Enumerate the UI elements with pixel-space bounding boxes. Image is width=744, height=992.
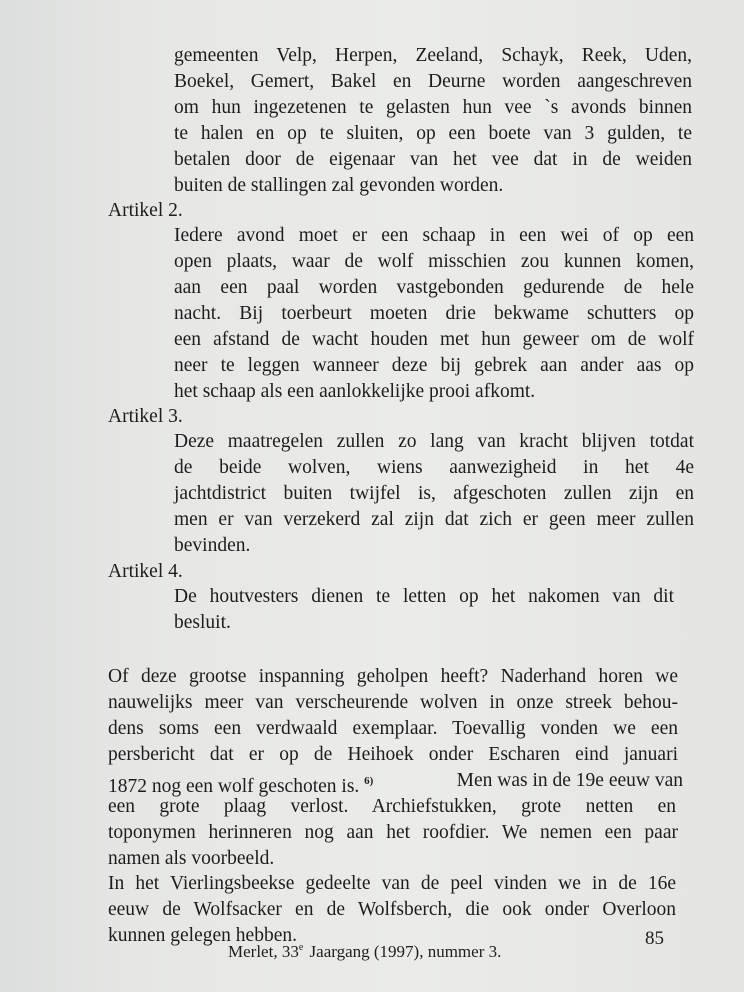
text-line: buiten de stallingen zal gevonden worden. bbox=[174, 175, 504, 196]
text-line: eeuw de Wolfsacker en de Wolfsberch, die ook onder Overloon bbox=[108, 899, 676, 920]
text-line: men er van verzekerd zal zijn dat zich er geen meer zullen bbox=[174, 509, 694, 530]
text-line: toponymen herinneren nog aan het roofdier. We nemen een paar bbox=[108, 822, 678, 843]
page-footer bbox=[228, 942, 501, 962]
text-line: De houtvesters dienen te letten op het nakomen van dit bbox=[174, 586, 674, 607]
text-line: het schaap als een aanlokkelijke prooi afkomt. bbox=[174, 381, 536, 402]
text-line: besluit. bbox=[174, 612, 231, 633]
text-line: aan een paal worden vastgebonden gedurende de hele bbox=[174, 277, 694, 298]
text-line: kunnen gelegen hebben. bbox=[108, 925, 297, 946]
text-line: neer te leggen wanneer deze bij gebrek aan ander aas op bbox=[174, 355, 694, 376]
text-line: open plaats, waar de wolf misschien zou kunnen komen, bbox=[174, 251, 694, 272]
text-line: dens soms een verdwaald exemplaar. Toevallig vonden we een bbox=[108, 718, 678, 739]
footer-issue: Jaargang (1997), nummer 3. bbox=[309, 942, 502, 961]
text-line: namen als voorbeeld. bbox=[108, 848, 275, 869]
footer-ordinal: e bbox=[298, 942, 304, 953]
text-line: jachtdistrict buiten twijfel is, afgeschoten zullen zijn en bbox=[174, 483, 694, 504]
text-line: een grote plaag verlost. Archiefstukken, grote netten en bbox=[108, 796, 676, 817]
text-line: nacht. Bij toerbeurt moeten drie bekwame schutters op bbox=[174, 303, 694, 324]
article-3-label: Artikel 3. bbox=[108, 406, 183, 427]
text-line: persbericht dat er op de Heihoek onder Escharen eind januari bbox=[108, 744, 678, 765]
article-2-label: Artikel 2. bbox=[108, 200, 183, 221]
text-line: bevinden. bbox=[174, 535, 251, 556]
text-line: gemeenten Velp, Herpen, Zeeland, Schayk, Reek, Uden, bbox=[174, 45, 692, 66]
text-fragment: Men was in de 19e eeuw van bbox=[456, 770, 683, 791]
text-line: Iedere avond moet er een schaap in een wei of op een bbox=[174, 225, 694, 246]
text-line: om hun ingezetenen te gelasten hun vee `s avonds binnen bbox=[174, 97, 692, 118]
page-number: 85 bbox=[645, 928, 664, 949]
text-line: de beide wolven, wiens aanwezigheid in het 4e bbox=[174, 457, 694, 478]
text-line: Of deze grootse inspanning geholpen heeft? Naderhand horen we bbox=[108, 666, 678, 687]
text-line: Deze maatregelen zullen zo lang van kracht blijven totdat bbox=[174, 431, 694, 452]
text-line: betalen door de eigenaar van het vee dat in de weiden bbox=[174, 149, 692, 170]
text-line: Boekel, Gemert, Bakel en Deurne worden aangeschreven bbox=[174, 71, 692, 92]
footer-journal: Merlet, 33 bbox=[228, 942, 299, 961]
text-line: te halen en op te sluiten, op een boete van 3 gulden, te bbox=[174, 123, 692, 144]
text-line: In het Vierlingsbeekse gedeelte van de peel vinden we in de 16e bbox=[108, 873, 676, 894]
article-4-label: Artikel 4. bbox=[108, 561, 183, 582]
text-line: nauwelijks meer van verscheurende wolven in onze streek behou- bbox=[108, 692, 678, 713]
text-line: een afstand de wacht houden met hun geweer om de wolf bbox=[174, 329, 694, 350]
footnote-marker: 6) bbox=[364, 775, 374, 787]
text-fragment: 1872 nog een wolf geschoten is. bbox=[108, 776, 360, 797]
